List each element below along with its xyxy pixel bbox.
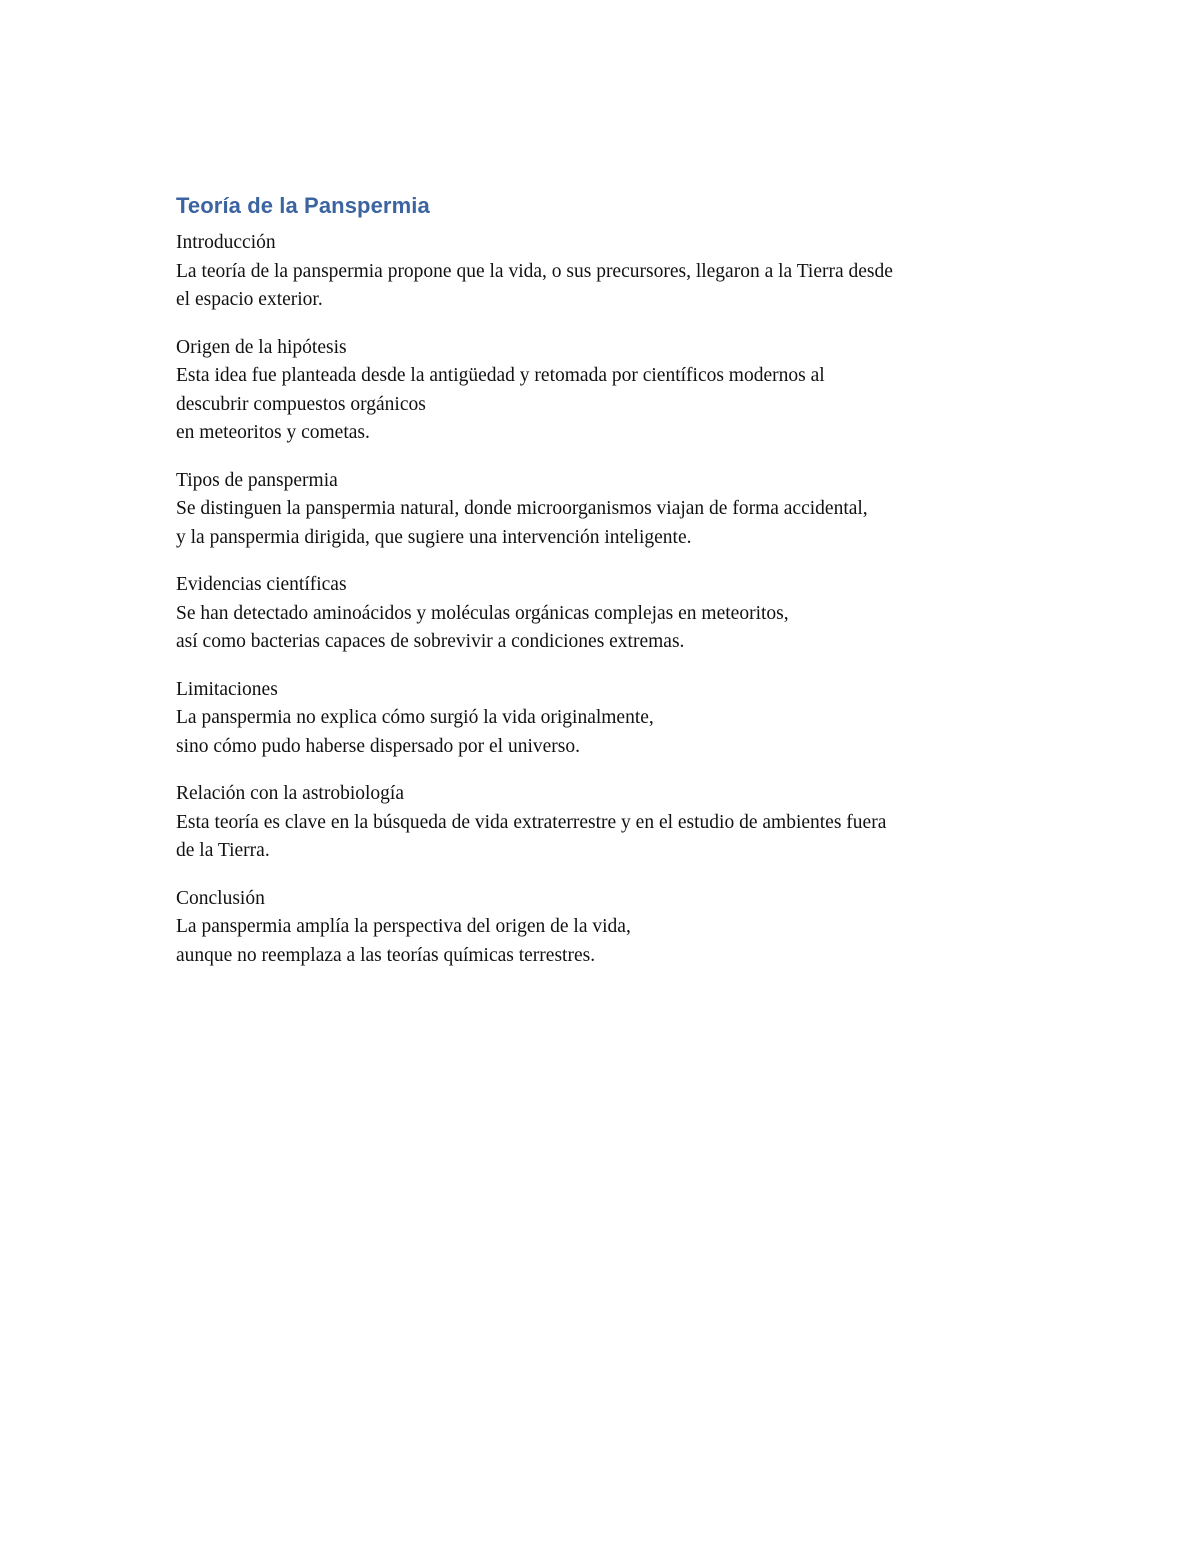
paragraph-line: el espacio exterior.	[176, 289, 323, 310]
section-heading: Origen de la hipótesis	[176, 336, 347, 358]
section-heading: Tipos de panspermia	[176, 469, 338, 491]
section-heading: Relación con la astrobiología	[176, 783, 404, 804]
paragraph-line: La panspermia amplía la perspectiva del origen de la vida,	[176, 916, 631, 937]
document-title: Teoría de la Panspermia	[176, 193, 430, 218]
paragraph-line: Se distinguen la panspermia natural, donde microorganismos viajan de forma accidental,	[176, 498, 868, 519]
paragraph-line: de la Tierra.	[176, 840, 270, 861]
section-introduccion	[176, 229, 1036, 315]
section-evidencias	[176, 571, 1036, 657]
paragraph-line: Esta idea fue planteada desde la antigüedad y retomada por científicos modernos al	[176, 365, 825, 386]
paragraph-line: así como bacterias capaces de sobrevivir a condiciones extremas.	[176, 631, 685, 652]
document-body	[176, 190, 1036, 989]
section-tipos	[176, 467, 1036, 553]
paragraph-line: Se han detectado aminoácidos y moléculas orgánicas complejas en meteoritos,	[176, 602, 789, 624]
section-heading: Evidencias científicas	[176, 574, 347, 595]
paragraph-line: descubrir compuestos orgánicos	[176, 393, 426, 415]
paragraph-line: en meteoritos y cometas.	[176, 422, 370, 443]
section-astrobiologia	[176, 780, 1036, 866]
section-heading: Introducción	[176, 232, 276, 253]
section-origen	[176, 334, 1036, 448]
paragraph-line: La panspermia no explica cómo surgió la vida originalmente,	[176, 707, 654, 728]
section-heading: Limitaciones	[176, 678, 278, 700]
paragraph-line: aunque no reemplaza a las teorías químicas terrestres.	[176, 944, 596, 966]
section-heading: Conclusión	[176, 887, 265, 909]
paragraph-line: Esta teoría es clave en la búsqueda de vida extraterrestre y en el estudio de ambientes fuera	[176, 811, 887, 833]
paragraph-line: y la panspermia dirigida, que sugiere una intervención inteligente.	[176, 526, 692, 548]
paragraph-line: La teoría de la panspermia propone que la vida, o sus precursores, llegaron a la Tierra desde	[176, 260, 893, 282]
section-limitaciones	[176, 676, 1036, 762]
section-conclusion	[176, 885, 1036, 971]
paragraph-line: sino cómo pudo haberse dispersado por el universo.	[176, 735, 580, 757]
